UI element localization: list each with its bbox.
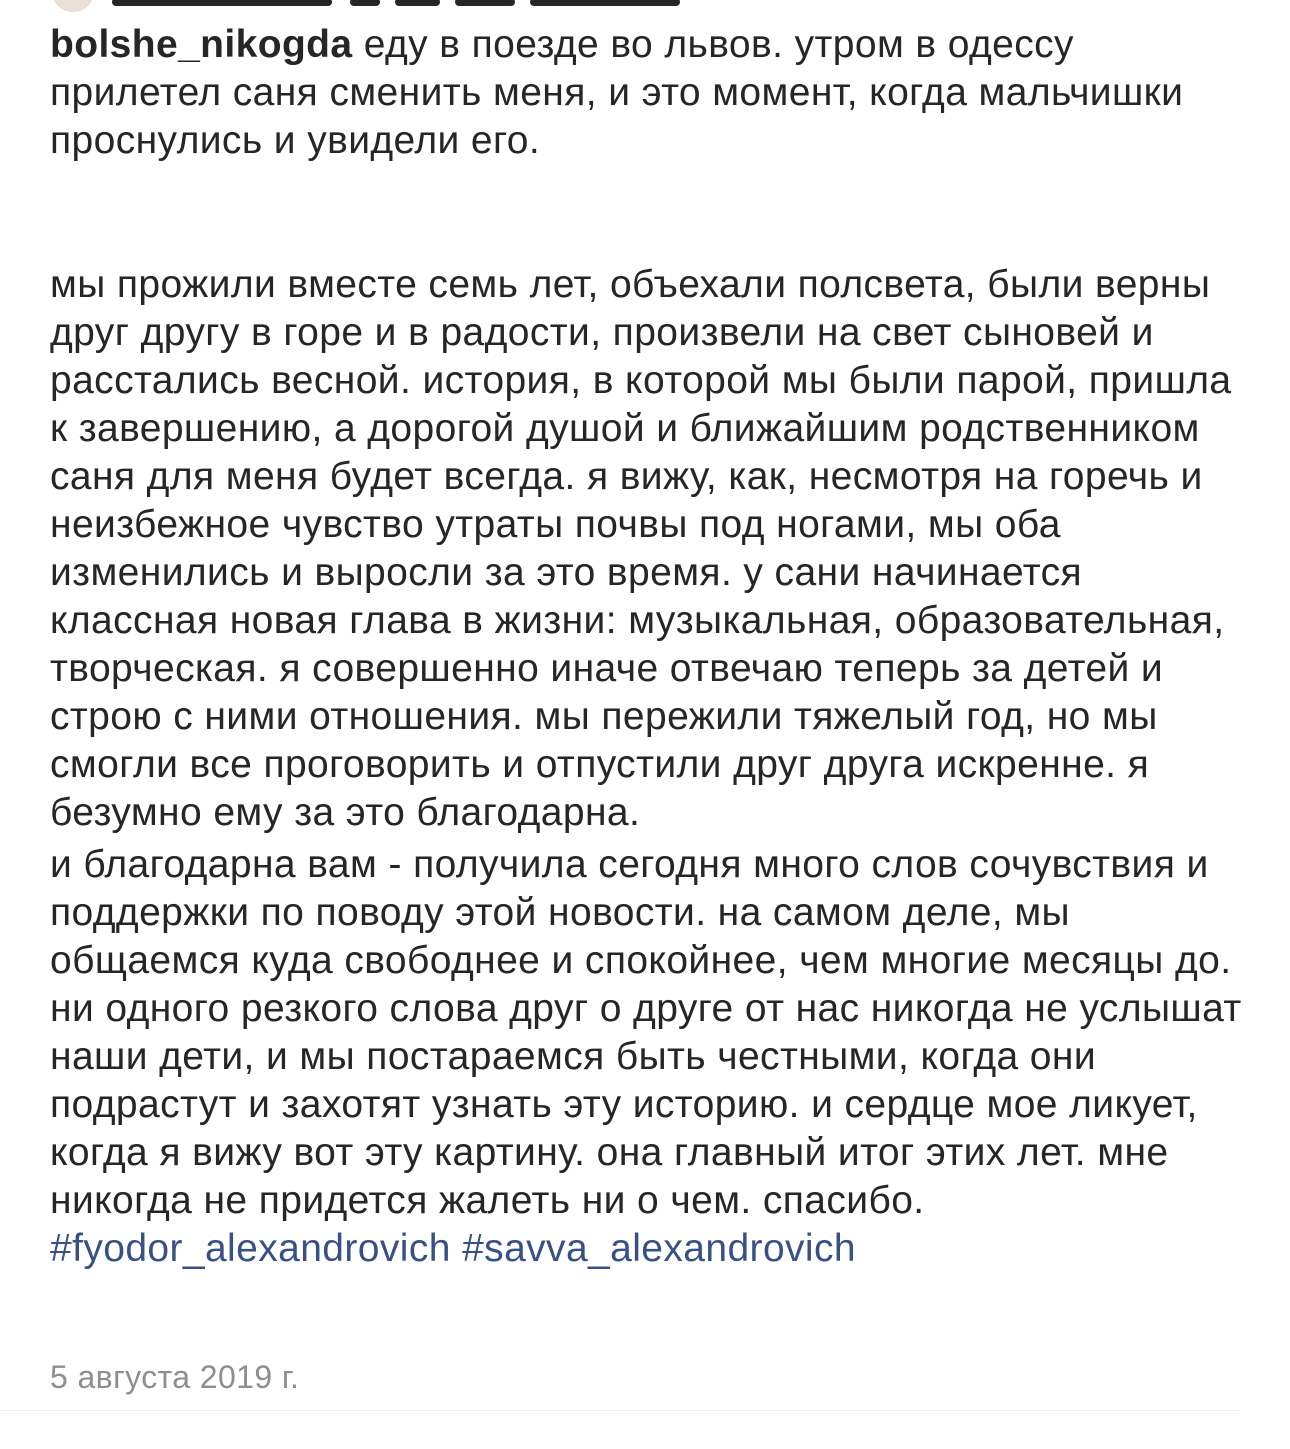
partial-text-fragment [530,0,680,6]
post-date[interactable]: 5 августа 2019 г. [50,1359,300,1395]
post-caption [50,21,1250,1273]
hashtag-link[interactable]: #fyodor_alexandrovich [50,1227,451,1270]
partial-text-fragment [395,0,440,6]
caption-paragraph-3: и благодарна вам - получила сегодня много слов сочувствия и поддержки по поводу этой новости. на самом деле, мы общаемся куда свободнее и спокойнее, чем многие месяцы до. ни одного резкого слова друг о друге от нас никогда не услышат наши дети, и мы постараемся быть честными, когда они подрастут и захотят узнать эту историю. и сердце мое ликует, когда я вижу вот эту картину. она главный итог этих лет. мне никогда не придется жалеть ни о чем. спасибо. [50,843,1242,1222]
caption-username[interactable]: bolshe_nikogda [50,23,353,66]
paragraph-spacer [50,165,1250,261]
partial-text-fragment [112,0,332,6]
divider [0,1410,1240,1411]
previous-comment-partial [0,0,1290,12]
partial-text-fragment [455,0,515,6]
caption-paragraph-2: мы прожили вместе семь лет, объехали полсвета, были верны друг другу в горе и в радости, произвели на свет сыновей и расстались весной. история, в которой мы были парой, пришла к завершению, а дорогой душой и ближайшим родственником саня для меня будет всегда. я вижу, как, несмотря на горечь и неизбежное чувство утраты почвы под ногами, мы оба изменились и выросли за это время. у сани начинается классная новая глава в жизни: музыкальная, образовательная, творческая. я совершенно иначе отвечаю теперь за детей и строю с ними отношения. мы пережили тяжелый год, но мы смогли все проговорить и отпустили друг друга искренне. я безумно ему за это благодарна. [50,263,1232,834]
avatar[interactable] [52,0,94,12]
hashtag-line [50,1225,1250,1273]
caption-intro-text: еду в поезде во львов. утром в одессу прилетел саня сменить меня, и это момент, когда мальчишки проснулись и увидели его. [50,23,1184,162]
caption-paragraph-intro [50,21,1250,165]
partial-text-fragment [350,0,380,6]
hashtag-link[interactable]: #savva_alexandrovich [462,1227,856,1270]
